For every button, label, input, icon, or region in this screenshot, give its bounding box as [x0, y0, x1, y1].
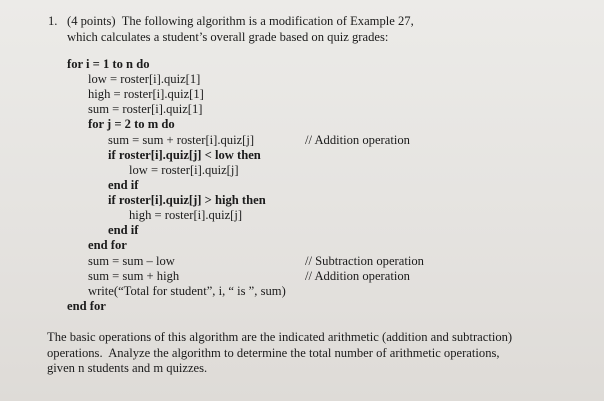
- algo-line-5: for j = 2 to m do: [88, 117, 175, 131]
- algo-line-12: end if: [108, 223, 139, 237]
- algo-line-13: end for: [88, 238, 127, 252]
- algo-line-15: sum = sum + high: [88, 269, 180, 283]
- question-line-3: given n students and m quizzes.: [47, 361, 208, 375]
- algo-line-8: low = roster[i].quiz[j]: [129, 163, 239, 177]
- algo-line-14: sum = sum – low: [88, 254, 175, 268]
- algo-line-11: high = roster[i].quiz[j]: [129, 208, 243, 222]
- comment-addition-1: // Addition operation: [305, 133, 410, 147]
- algo-line-3: high = roster[i].quiz[1]: [88, 87, 204, 101]
- algo-line-10: if roster[i].quiz[j] > high then: [108, 193, 266, 207]
- algo-line-7: if roster[i].quiz[j] < low then: [108, 148, 261, 162]
- algo-line-17: end for: [67, 299, 106, 313]
- algo-line-6: sum = sum + roster[i].quiz[j]: [108, 133, 255, 147]
- question-line-1: The basic operations of this algorithm are the indicated arithmetic (addition and subtraction): [47, 330, 513, 344]
- problem-intro-line-1: (4 points) The following algorithm is a modification of Example 27,: [67, 14, 414, 28]
- question-line-2: operations. Analyze the algorithm to determine the total number of arithmetic operations,: [47, 346, 500, 360]
- problem-number: 1.: [48, 14, 58, 28]
- comment-addition-2: // Addition operation: [305, 269, 410, 283]
- algo-line-16: write(“Total for student”, i, “ is ”, sum): [88, 284, 286, 298]
- algo-line-1: for i = 1 to n do: [67, 57, 150, 71]
- algo-line-9: end if: [108, 178, 139, 192]
- comment-subtraction: // Subtraction operation: [305, 254, 424, 268]
- algo-line-4: sum = roster[i].quiz[1]: [88, 102, 203, 116]
- problem-intro-line-2: which calculates a student’s overall grade based on quiz grades:: [67, 30, 389, 44]
- algo-line-2: low = roster[i].quiz[1]: [88, 72, 201, 86]
